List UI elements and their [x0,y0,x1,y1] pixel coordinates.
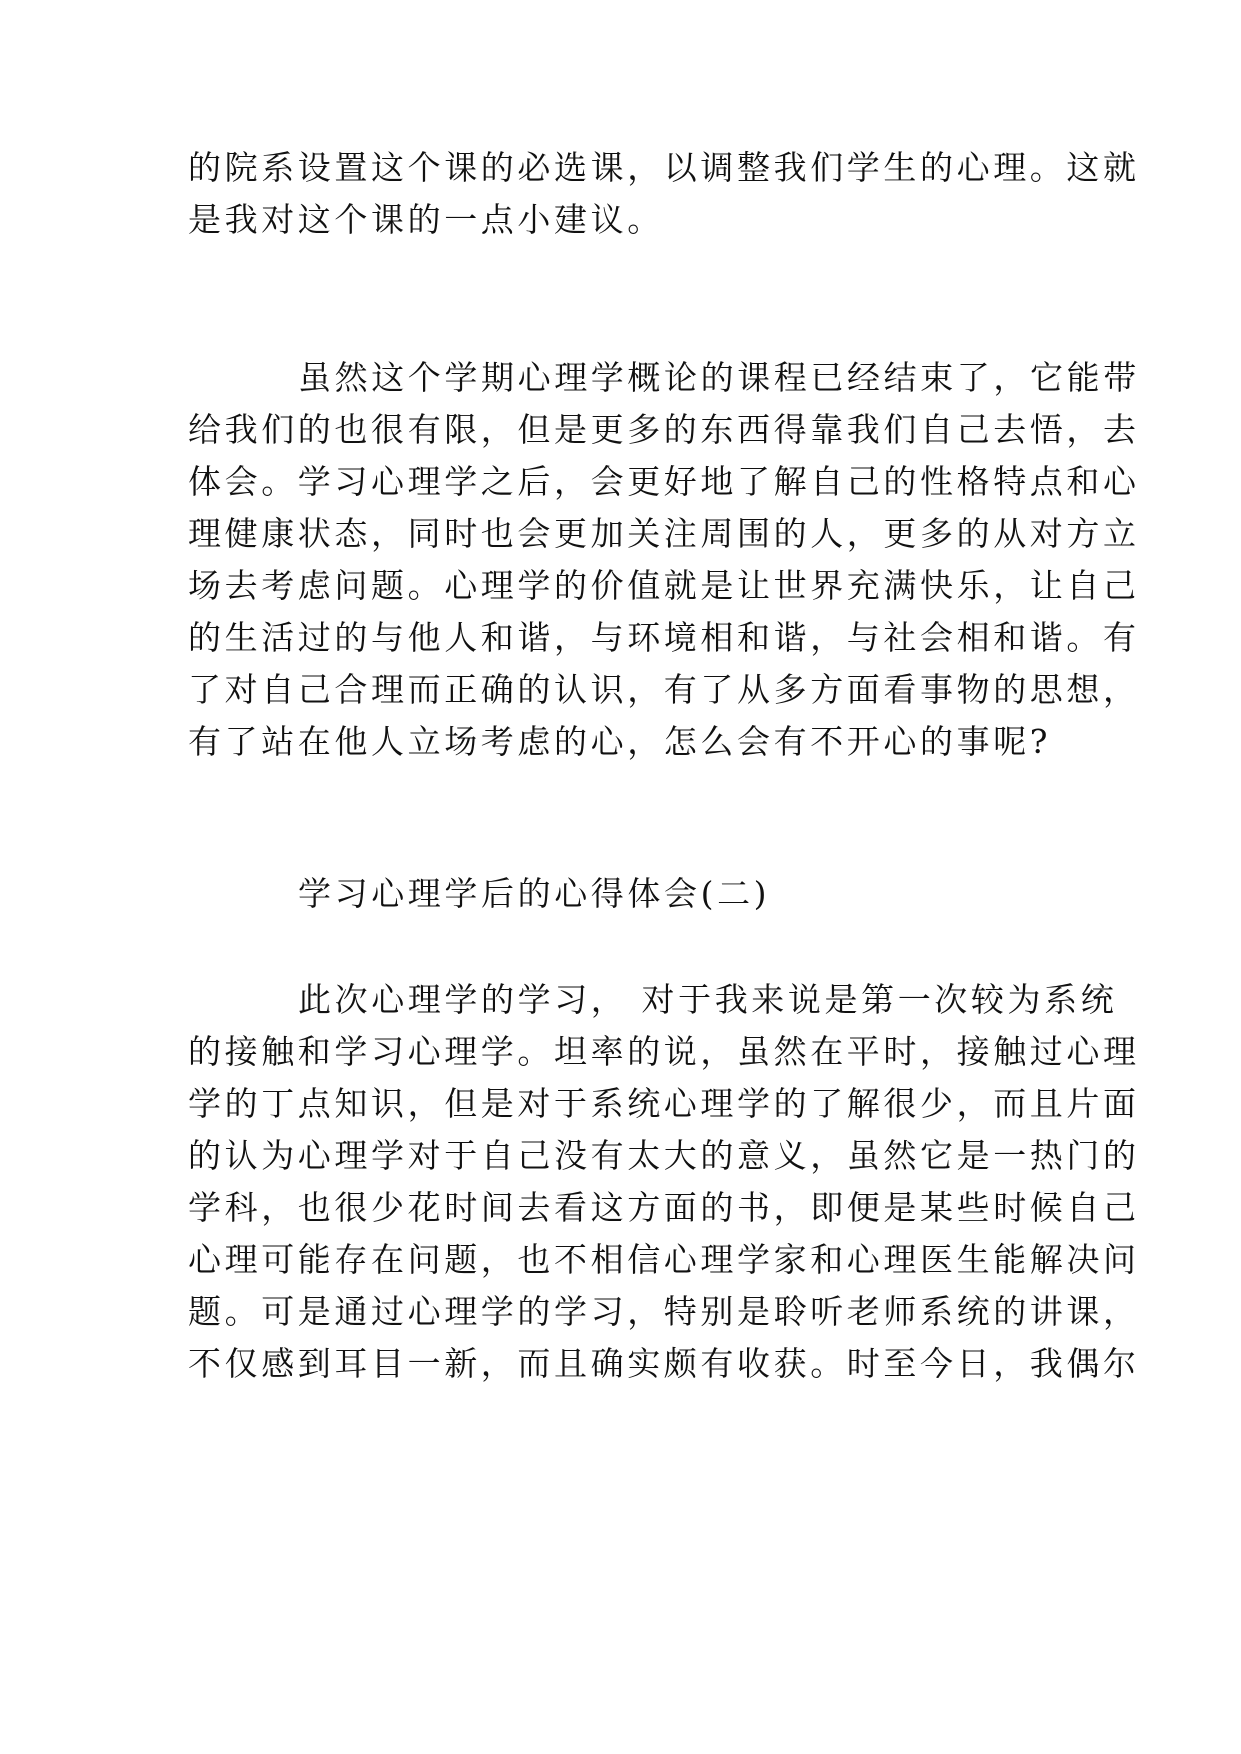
paragraph-2-line-6: 的生活过的与他人和谐，与环境相和谐，与社会相和谐。有 [188,618,1140,657]
paragraph-3-line-3: 学的丁点知识，但是对于系统心理学的了解很少，而且片面 [188,1084,1140,1123]
paragraph-2-line-8: 有了站在他人立场考虑的心，怎么会有不开心的事呢? [188,722,1052,761]
paragraph-2-line-3: 体会。学习心理学之后，会更好地了解自己的性格特点和心 [188,462,1140,501]
paragraph-2-line-1: 虽然这个学期心理学概论的课程已经结束了，它能带 [298,358,1140,397]
section-heading: 学习心理学后的心得体会(二) [298,874,771,913]
paragraph-3-line-4: 的认为心理学对于自己没有太大的意义，虽然它是一热门的 [188,1136,1140,1175]
paragraph-3-line-1: 此次心理学的学习， 对于我来说是第一次较为系统 [298,980,1118,1019]
paragraph-3-line-8: 不仅感到耳目一新，而且确实颇有收获。时至今日，我偶尔 [188,1344,1140,1383]
paragraph-2-line-5: 场去考虑问题。心理学的价值就是让世界充满快乐，让自己 [188,566,1140,605]
paragraph-3-line-2: 的接触和学习心理学。坦率的说，虽然在平时，接触过心理 [188,1032,1140,1071]
paragraph-3-line-5: 学科，也很少花时间去看这方面的书，即便是某些时候自己 [188,1188,1140,1227]
paragraph-3-line-6: 心理可能存在问题，也不相信心理学家和心理医生能解决问 [188,1240,1140,1279]
paragraph-2-line-4: 理健康状态，同时也会更加关注周围的人，更多的从对方立 [188,514,1140,553]
paragraph-2-line-7: 了对自己合理而正确的认识，有了从多方面看事物的思想， [188,670,1140,709]
paragraph-3-line-7: 题。可是通过心理学的学习，特别是聆听老师系统的讲课， [188,1292,1140,1331]
paragraph-2-line-2: 给我们的也很有限，但是更多的东西得靠我们自己去悟，去 [188,410,1140,449]
paragraph-1-line-2: 是我对这个课的一点小建议。 [188,200,664,239]
paragraph-1-line-1: 的院系设置这个课的必选课，以调整我们学生的心理。这就 [188,148,1140,187]
